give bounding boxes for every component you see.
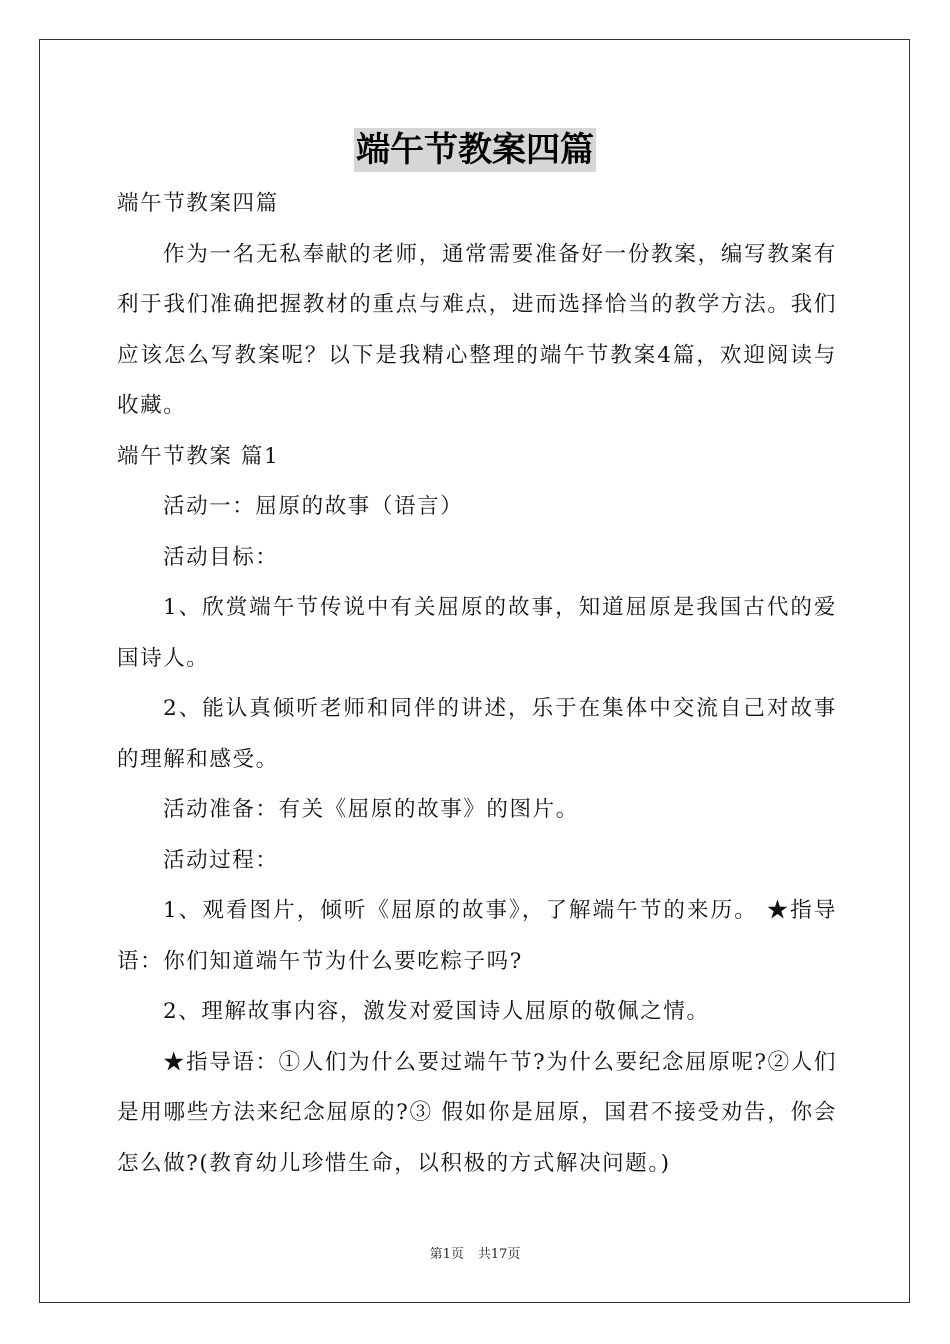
page-number: 第1页	[429, 1247, 464, 1262]
paragraph-step-2: 2、理解故事内容，激发对爱国诗人屈原的敬佩之情。	[163, 999, 710, 1024]
page-total: 共17页	[477, 1247, 521, 1262]
document-body	[117, 179, 837, 1189]
paragraph-preparation: 活动准备：有关《屈原的故事》的图片。	[163, 797, 579, 822]
title-area	[0, 128, 950, 172]
paragraph-intro: 作为一名无私奉献的老师，通常需要准备好一份教案，编写教案有利于我们准确把握教材的重点与难点，进而选择恰当的教学方法。我们应该怎么写教案呢？以下是我精心整理的端午节教案4篇，欢迎阅读与收藏。	[117, 241, 837, 418]
paragraph-activity-one: 活动一：屈原的故事（语言）	[163, 494, 464, 519]
paragraph-guidance: ★指导语：①人们为什么要过端午节?为什么要纪念屈原呢?②人们是用哪些方法来纪念屈原的?③ 假如你是屈原，国君不接受劝告，你会怎么做?(教育幼儿珍惜生命，以积极的方式解决问题。)	[117, 1049, 837, 1176]
paragraph-process: 活动过程：	[163, 847, 279, 873]
page-footer	[0, 1246, 950, 1264]
paragraph-goal-1: 1、欣赏端午节传说中有关屈原的故事，知道屈原是我国古代的爱国诗人。	[117, 595, 837, 671]
paragraph-subtitle: 端午节教案四篇	[117, 191, 279, 216]
paragraph-goal-2: 2、能认真倾听老师和同伴的讲述，乐于在集体中交流自己对故事的理解和感受。	[117, 696, 837, 772]
section-heading-1: 端午节教案 篇1	[117, 443, 280, 469]
document-title: 端午节教案四篇	[356, 130, 594, 170]
paragraph-activity-goals: 活动目标：	[163, 544, 279, 570]
paragraph-step-1: 1、观看图片，倾听《屈原的故事》，了解端午节的来历。 ★指导语：你们知道端午节为什么要吃粽子吗?	[117, 898, 837, 974]
